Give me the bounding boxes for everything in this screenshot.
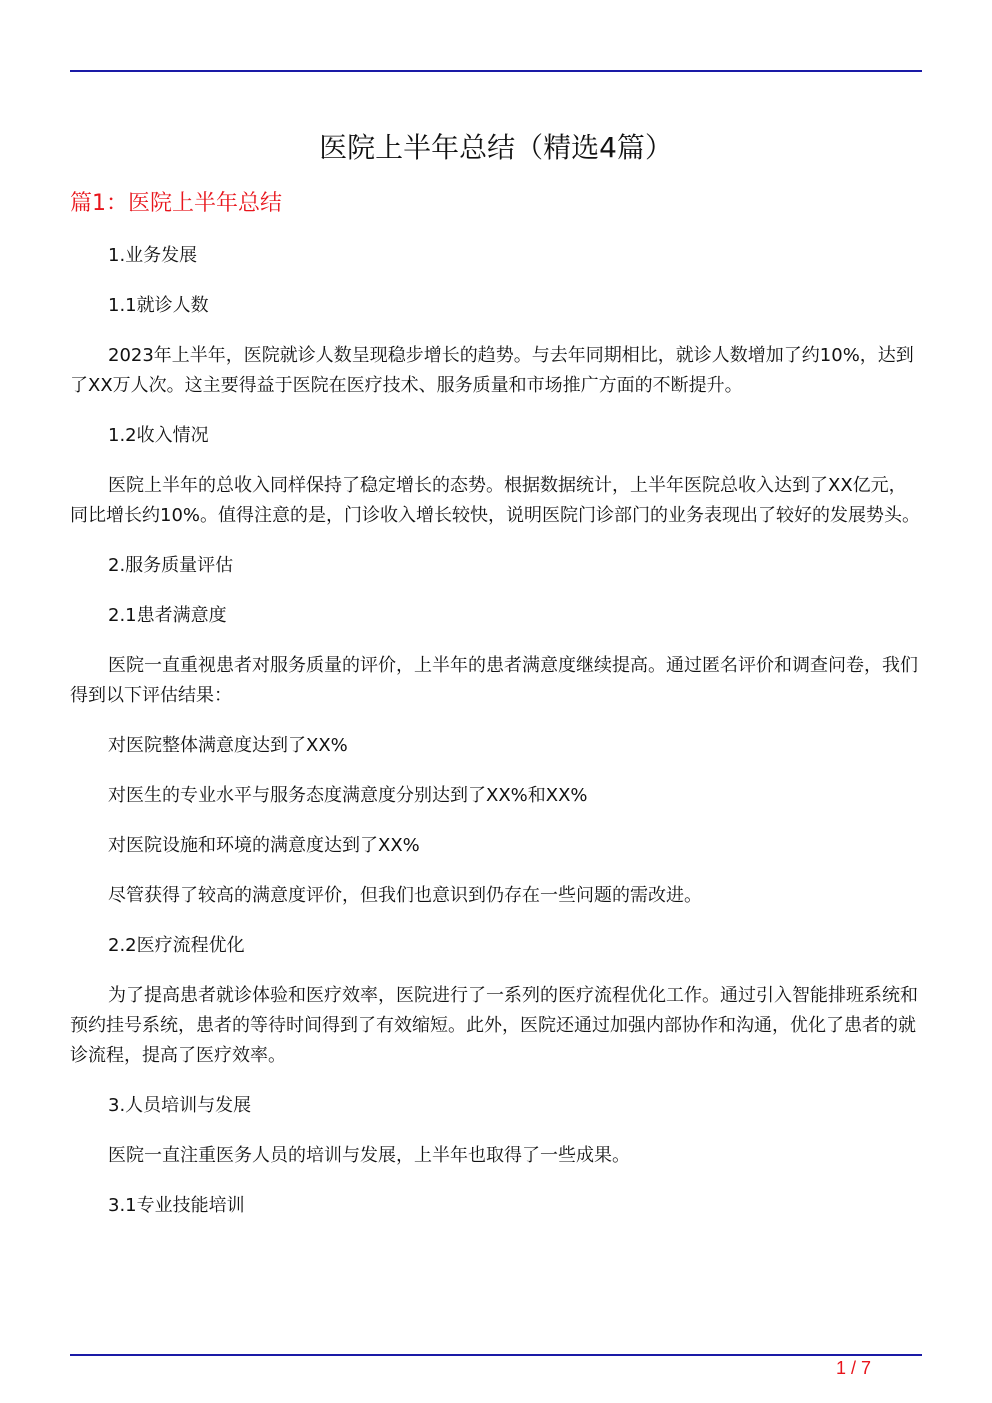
heading-revenue: 1.2收入情况 [108, 425, 209, 446]
page-indicator: 1 / 7 [836, 1358, 872, 1378]
heading-skills-training: 3.1专业技能培训 [108, 1195, 245, 1216]
heading-patient-satisfaction: 2.1患者满意度 [108, 605, 227, 626]
document-title: 医院上半年总结（精选4篇） [319, 131, 673, 164]
paragraph-patient-visits: 2023年上半年，医院就诊人数呈现稳步增长的趋势。与去年同期相比，就诊人数增加了约10%，达到了XX万人次。这主要得益于医院在医疗技术、服务质量和市场推广方面的不断提升。 [70, 345, 914, 396]
heading-process-optimization: 2.2医疗流程优化 [108, 935, 245, 956]
paragraph-patient-satisfaction: 医院一直重视患者对服务质量的评价，上半年的患者满意度继续提高。通过匿名评价和调查问卷，我们得到以下评估结果： [70, 655, 918, 706]
heading-patient-visits: 1.1就诊人数 [108, 295, 209, 316]
paragraph-revenue: 医院上半年的总收入同样保持了稳定增长的态势。根据数据统计，上半年医院总收入达到了XX亿元，同比增长约10%。值得注意的是，门诊收入增长较快，说明医院门诊部门的业务表现出了较好的发展势头。 [70, 475, 921, 526]
list-item: 对医院设施和环境的满意度达到了XX% [108, 835, 420, 856]
paragraph-staff-training: 医院一直注重医务人员的培训与发展，上半年也取得了一些成果。 [108, 1145, 630, 1166]
paragraph-improvement-note: 尽管获得了较高的满意度评价，但我们也意识到仍存在一些问题的需改进。 [108, 885, 702, 906]
document-body [70, 241, 922, 1241]
paragraph-process-optimization: 为了提高患者就诊体验和医疗效率，医院进行了一系列的医疗流程优化工作。通过引入智能排班系统和预约挂号系统，患者的等待时间得到了有效缩短。此外，医院还通过加强内部协作和沟通，优化了患者的就诊流程，提高了医疗效率。 [70, 985, 918, 1066]
section-heading: 篇1：医院上半年总结 [70, 191, 282, 216]
footer-rule [70, 1354, 922, 1356]
header-rule [70, 70, 922, 72]
heading-staff-training: 3.人员培训与发展 [108, 1095, 252, 1116]
list-item: 对医生的专业水平与服务态度满意度分别达到了XX%和XX% [108, 785, 588, 806]
heading-service-quality: 2.服务质量评估 [108, 555, 234, 576]
heading-business-development: 1.业务发展 [108, 245, 198, 266]
list-item: 对医院整体满意度达到了XX% [108, 735, 348, 756]
